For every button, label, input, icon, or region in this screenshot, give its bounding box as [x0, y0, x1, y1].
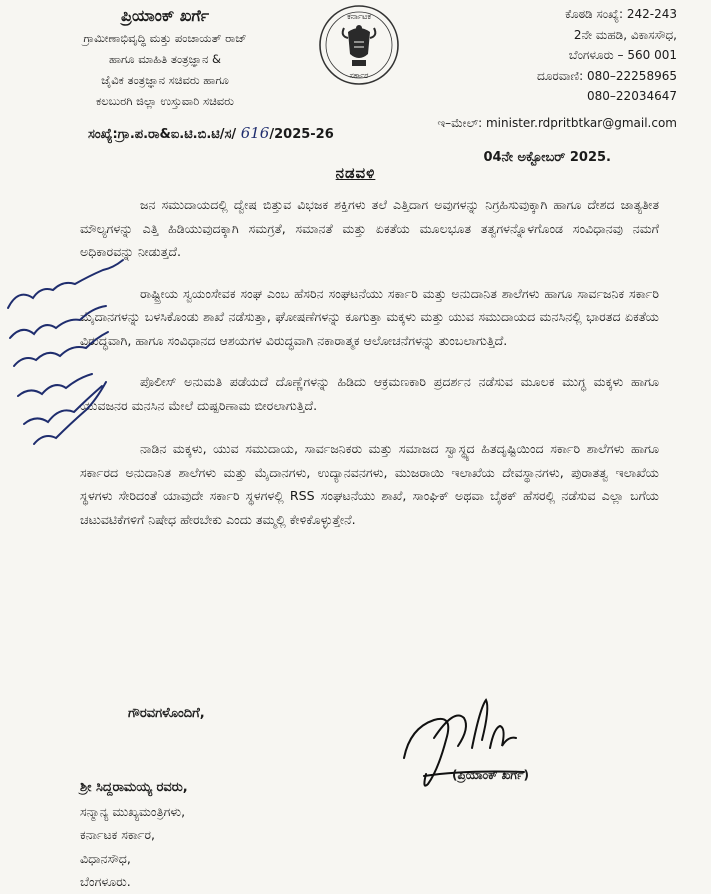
addressee-line-4: ವಿಧಾನಸೌಧ, [80, 850, 131, 866]
designation-line-1: ಗ್ರಾಮೀಣಾಭಿವೃದ್ಧಿ ಮತ್ತು ಪಂಚಾಯತ್ ರಾಜ್ [83, 31, 247, 45]
addressee-line-1: ಶ್ರೀ ಸಿದ್ದರಾಮಯ್ಯ ರವರು, [80, 780, 188, 795]
emblem-bottom-text: ಸರ್ಕಾರ [349, 71, 369, 80]
addressee-block [80, 776, 188, 894]
addressee-line-5: ಬೆಂಗಳೂರು. [80, 874, 131, 889]
closing-salutation: ಗೌರವಗಳೊಂದಿಗೆ, [128, 706, 205, 721]
room-number: ಕೊಠಡಿ ಸಂಖ್ಯೆ: 242-243 [565, 7, 677, 21]
letter-date: 04ನೇ ಅಕ್ಟೋಬರ್ 2025. [483, 150, 611, 165]
email-address: ಇ–ಮೇಲ್: minister.rdpritbtkar@gmail.com [437, 115, 677, 130]
reference-prefix: ಸಂಖ್ಯೆ:ಗ್ರಾ.ಪ.ರಾ&ಐ.ಟಿ.ಬಿ.ಟಿ/ಸ/ [88, 127, 237, 142]
phone-2: 080–22034647 [587, 89, 677, 103]
letterhead-left [40, 6, 290, 112]
designation-line-3: ಜೈವಿಕ ತಂತ್ರಜ್ಞಾನ ಸಚಿವರು ಹಾಗೂ [101, 73, 229, 87]
handwritten-margin-note-icon [0, 248, 150, 508]
signatory-name: (ಪ್ರಿಯಾಂಕ್ ಖರ್ಗೆ) [452, 768, 529, 782]
letter-body [80, 193, 659, 549]
designation-line-4: ಕಲಬುರಗಿ ಜಿಲ್ಲಾ ಉಸ್ತುವಾರಿ ಸಚಿವರು [96, 94, 234, 108]
office-city: ಬೆಂಗಳೂರು – 560 001 [568, 48, 677, 62]
paragraph-4: ನಾಡಿನ ಮಕ್ಕಳು, ಯುವ ಸಮುದಾಯ, ಸಾರ್ವಜನಿಕರು ಮತ್ತು ಸಮಾಜದ ಸ್ವಾಸ್ಥ್ಯದ ಹಿತದೃಷ್ಟಿಯಿಂದ ಸರ್ಕಾರಿ ಶಾಲೆಗಳು ಹಾಗೂ ಸರ್ಕಾರದ ಅನುದಾನಿತ ಶಾಲೆಗಳು ಮತ್ತು ಮೈದಾನಗಳು, ಉದ್ಯಾನವನಗಳು, ಮುಜರಾಯಿ ಇಲಾಖೆಯ ದೇವಸ್ಥಾನಗಳು, ಪುರಾತತ್ವ ಇಲಾಖೆಯ ಸ್ಥಳಗಳು ಸೇರಿದಂತೆ ಯಾವುದೇ ಸರ್ಕಾರಿ ಸ್ಥಳಗಳಲ್ಲಿ RSS ಸಂಘಟನೆಯು ಶಾಖೆ, ಸಾಂಘಿಕ್ ಅಥವಾ ಬೈಠಕ್ ಹೆಸರಲ್ಲಿ ನಡೆಸುವ ಎಲ್ಲಾ ಬಗೆಯ ಚಟುವಟಿಕೆಗಳಿಗೆ ನಿಷೇಧ ಹೇರಬೇಕು ಎಂದು ತಮ್ಮಲ್ಲಿ ಕೇಳಿಕೊಳ್ಳುತ್ತೇನೆ. [80, 441, 659, 527]
reference-number-handwritten: 616 [240, 124, 270, 142]
addressee-line-2: ಸನ್ಮಾನ್ಯ ಮುಖ್ಯಮಂತ್ರಿಗಳು, [80, 803, 186, 819]
paragraph-2: ರಾಷ್ಟ್ರೀಯ ಸ್ವಯಂಸೇವಕ ಸಂಘ ಎಂಬ ಹೆಸರಿನ ಸಂಘಟನೆಯು ಸರ್ಕಾರಿ ಮತ್ತು ಅನುದಾನಿತ ಶಾಲೆಗಳು ಹಾಗೂ ಸಾರ್ವಜನಿಕ ಸರ್ಕಾರಿ ಮೈದಾನಗಳನ್ನು ಬಳಸಿಕೊಂಡು ಶಾಖೆ ನಡೆಸುತ್ತಾ, ಘೋಷಣೆಗಳನ್ನು ಕೂಗುತ್ತಾ ಮಕ್ಕಳು ಮತ್ತು ಯುವ ಸಮುದಾಯದ ಮನಸಿನಲ್ಲಿ ಭಾರತದ ಏಕತೆಯ ವಿರುದ್ಧವಾಗಿ, ಹಾಗೂ ಸಂವಿಧಾನದ ಆಶಯಗಳ ವಿರುದ್ಧವಾಗಿ ನಕಾರಾತ್ಮಕ ಆಲೋಚನೆಗಳನ್ನು ತುಂಬಲಾಗುತ್ತಿದೆ. [80, 285, 659, 348]
paragraph-3: ಪೊಲೀಸ್ ಅನುಮತಿ ಪಡೆಯದೆ ದೊಣ್ಣೆಗಳನ್ನು ಹಿಡಿದು ಆಕ್ರಮಣಕಾರಿ ಪ್ರದರ್ಶನ ನಡೆಸುವ ಮೂಲಕ ಮುಗ್ಧ ಮಕ್ಕಳು ಹಾಗೂ ಯುವಜನರ ಮನಸಿನ ಮೇಲೆ ದುಷ್ಪರಿಣಾಮ ಬೀರಲಾಗುತ್ತಿದೆ. [80, 374, 659, 413]
reference-number [88, 124, 334, 142]
office-floor: 2ನೇ ಮಹಡಿ, ವಿಕಾಸಸೌಧ, [573, 27, 677, 42]
letterhead-right [437, 4, 677, 133]
designation-line-2: ಹಾಗೂ ಮಾಹಿತಿ ತಂತ್ರಜ್ಞಾನ & [108, 52, 222, 66]
karnataka-emblem-icon [318, 2, 400, 88]
addressee-line-3: ಕರ್ನಾಟಕ ಸರ್ಕಾರ, [80, 827, 155, 842]
reference-suffix: /2025-26 [269, 127, 334, 142]
letter-heading: ನಡವಳಿ [335, 164, 376, 182]
phone-1: ದೂರವಾಣಿ: 080–22258965 [536, 68, 677, 83]
emblem-top-text: ಕರ್ನಾಟಕ [347, 12, 371, 21]
minister-name: ಪ್ರಿಯಾಂಕ್ ಖರ್ಗೆ [120, 6, 210, 25]
paragraph-1: ಜನ ಸಮುದಾಯದಲ್ಲಿ ದ್ವೇಷ ಬಿತ್ತುವ ವಿಭಜಕ ಶಕ್ತಿಗಳು ತಲೆ ಎತ್ತಿದಾಗ ಅವುಗಳನ್ನು ನಿಗ್ರಹಿಸುವುಕ್ಕಾಗಿ ಹಾಗೂ ದೇಶದ ಜಾತ್ಯತೀತ ಮೌಲ್ಯಗಳನ್ನು ಎತ್ತಿ ಹಿಡಿಯುವುದಕ್ಕಾಗಿ ಸಮಗ್ರತೆ, ಸಮಾನತೆ ಮತ್ತು ಏಕತೆಯ ಮೂಲಭೂತ ತತ್ವಗಳನ್ನೊಳಗೊಂಡ ಸಂವಿಧಾನವು ನಮಗೆ ಅಧಿಕಾರವನ್ನು ನೀಡುತ್ತದೆ. [80, 197, 659, 259]
